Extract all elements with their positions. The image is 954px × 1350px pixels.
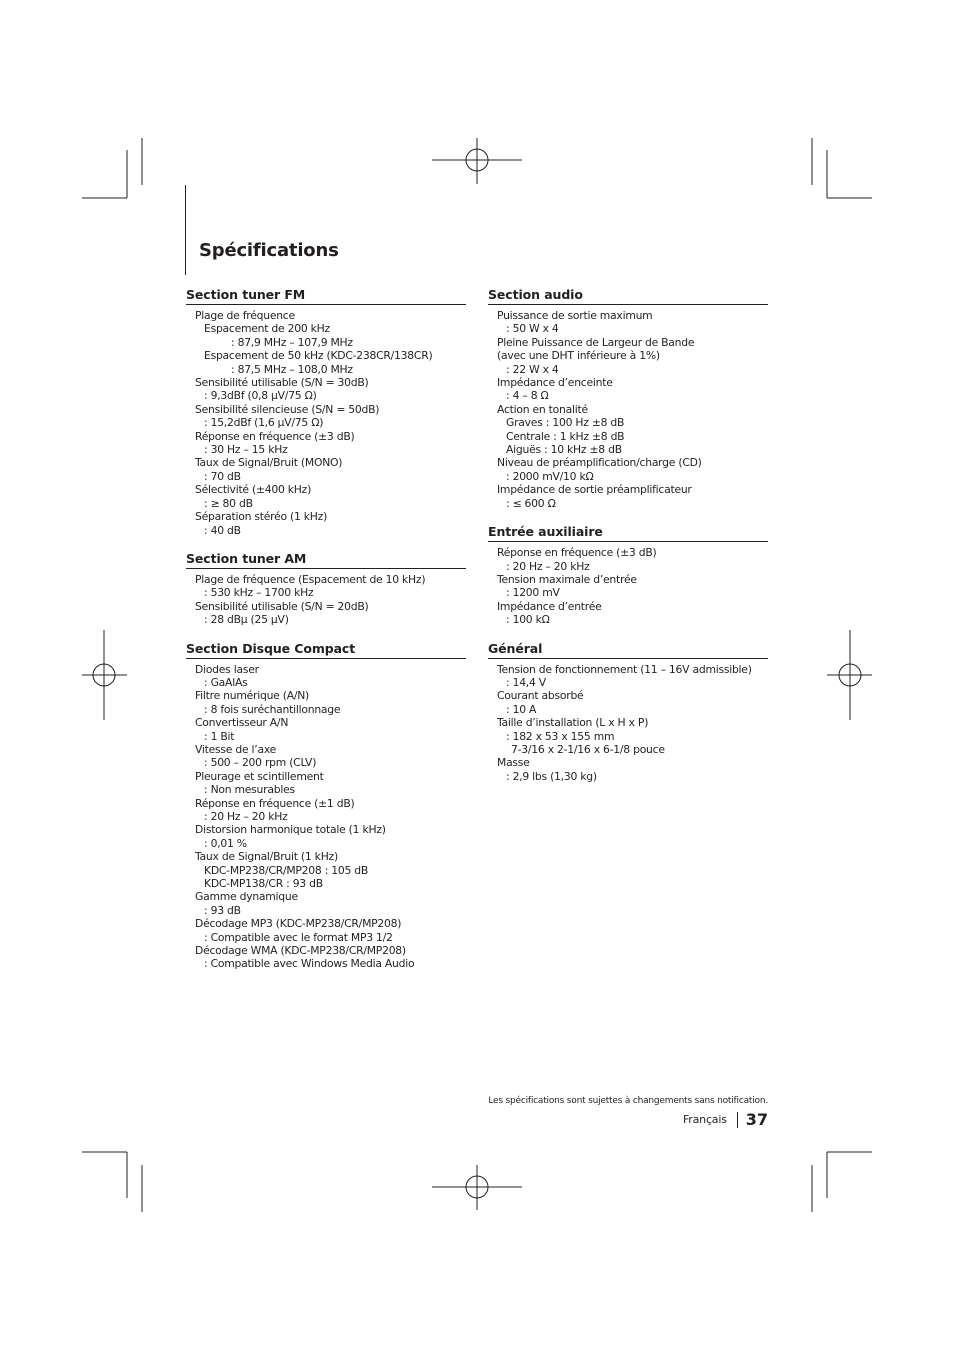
spec-entry bbox=[186, 770, 466, 797]
footnote: Les spécifications sont sujettes à changements sans notification. bbox=[488, 1096, 768, 1106]
spec-label: Convertisseur A/N bbox=[195, 716, 289, 730]
spec-value: Espacement de 200 kHz bbox=[204, 322, 330, 336]
section-title: Section Disque Compact bbox=[186, 642, 466, 659]
spec-entry bbox=[186, 850, 466, 890]
spec-label: Puissance de sortie maximum bbox=[497, 309, 653, 322]
spec-value: : 20 Hz – 20 kHz bbox=[204, 810, 288, 823]
footer-language: Français bbox=[682, 1113, 727, 1126]
spec-entry bbox=[186, 456, 466, 483]
spec-label: Taux de Signal/Bruit (1 kHz) bbox=[195, 850, 338, 864]
spec-label: Pleurage et scintillement bbox=[195, 769, 324, 783]
spec-value: : 30 Hz – 15 kHz bbox=[204, 443, 288, 457]
spec-entry bbox=[186, 510, 466, 537]
page-footer bbox=[683, 1110, 768, 1129]
spec-value: : 28 dBμ (25 μV) bbox=[204, 613, 289, 627]
spec-entry bbox=[186, 309, 466, 376]
spec-value: : 8 fois suréchantillonnage bbox=[204, 702, 341, 716]
spec-value: : 87,9 MHz – 107,9 MHz bbox=[231, 335, 353, 349]
spec-entry bbox=[488, 403, 768, 457]
spec-entry bbox=[488, 483, 768, 510]
spec-entry bbox=[488, 663, 768, 690]
section-title: Général bbox=[488, 642, 768, 659]
spec-label: Réponse en fréquence (±1 dB) bbox=[195, 796, 355, 810]
spec-label: Sensibilité silencieuse (S/N = 50dB) bbox=[195, 402, 380, 416]
spec-entry bbox=[186, 823, 466, 850]
spec-entry bbox=[186, 663, 466, 690]
spec-value: Graves : 100 Hz ±8 dB bbox=[506, 416, 625, 430]
spec-value: Espacement de 50 kHz (KDC-238CR/138CR) bbox=[204, 349, 433, 363]
spec-entry bbox=[186, 944, 466, 971]
spec-label: Diodes laser bbox=[195, 662, 259, 676]
spec-section bbox=[488, 288, 768, 510]
spec-label: Courant absorbé bbox=[497, 689, 584, 703]
spec-entry bbox=[186, 573, 466, 600]
spec-value: : 20 Hz – 20 kHz bbox=[506, 559, 590, 573]
spec-label: Distorsion harmonique totale (1 kHz) bbox=[195, 823, 386, 837]
spec-value: : 22 W x 4 bbox=[506, 362, 559, 376]
spec-section bbox=[488, 525, 768, 626]
spec-value: : 14,4 V bbox=[506, 675, 546, 689]
spec-label: Sensibilité utilisable (S/N = 20dB) bbox=[195, 599, 369, 613]
spec-label: Décodage MP3 (KDC-MP238/CR/MP208) bbox=[195, 917, 402, 931]
spec-value: Aiguës : 10 kHz ±8 dB bbox=[506, 443, 622, 457]
section-title: Section audio bbox=[488, 288, 768, 305]
section-title: Section tuner AM bbox=[186, 552, 466, 569]
spec-entry bbox=[488, 309, 768, 336]
spec-value: : 1200 mV bbox=[506, 586, 560, 600]
spec-value: 7-3/16 x 2-1/16 x 6-1/8 pouce bbox=[511, 742, 665, 756]
spec-section bbox=[186, 552, 466, 627]
spec-label: Filtre numérique (A/N) bbox=[195, 689, 310, 703]
spec-value: : 93 dB bbox=[204, 903, 241, 917]
spec-value: : 530 kHz – 1700 kHz bbox=[204, 586, 314, 600]
spec-value: KDC-MP138/CR : 93 dB bbox=[204, 877, 323, 891]
spec-entry bbox=[488, 600, 768, 627]
spec-label: Masse bbox=[497, 756, 530, 770]
spec-value: : 500 – 200 rpm (CLV) bbox=[204, 756, 317, 770]
spec-entry bbox=[488, 376, 768, 403]
spec-label: Pleine Puissance de Largeur de Bande bbox=[497, 335, 695, 349]
spec-value: Centrale : 1 kHz ±8 dB bbox=[506, 429, 625, 443]
spec-label: Taille d’installation (L x H x P) bbox=[497, 716, 649, 730]
spec-entry bbox=[488, 573, 768, 600]
spec-value: : 10 A bbox=[506, 702, 537, 716]
spec-value: : ≤ 600 Ω bbox=[506, 496, 556, 510]
spec-value: : 1 Bit bbox=[204, 729, 235, 743]
page-title: Spécifications bbox=[199, 240, 339, 261]
spec-entry bbox=[488, 756, 768, 783]
spec-label: Gamme dynamique bbox=[195, 890, 298, 904]
spec-value: : 0,01 % bbox=[204, 836, 247, 850]
spec-label: Réponse en fréquence (±3 dB) bbox=[195, 429, 355, 443]
spec-value: : Non mesurables bbox=[204, 783, 295, 797]
spec-value: : ≥ 80 dB bbox=[204, 496, 253, 510]
spec-label: Taux de Signal/Bruit (MONO) bbox=[195, 456, 343, 470]
spec-section bbox=[186, 288, 466, 537]
section-title: Entrée auxiliaire bbox=[488, 525, 768, 542]
spec-section bbox=[488, 642, 768, 784]
spec-entry bbox=[186, 483, 466, 510]
section-title: Section tuner FM bbox=[186, 288, 466, 305]
spec-value: : GaAlAs bbox=[204, 675, 248, 689]
spec-label: Sensibilité utilisable (S/N = 30dB) bbox=[195, 376, 369, 390]
spec-value: : 70 dB bbox=[204, 469, 241, 483]
spec-entry bbox=[186, 716, 466, 743]
spec-value: : 4 – 8 Ω bbox=[506, 389, 549, 403]
spec-entry bbox=[186, 600, 466, 627]
spec-entry bbox=[186, 689, 466, 716]
spec-label: Décodage WMA (KDC-MP238/CR/MP208) bbox=[195, 944, 406, 958]
spec-entry bbox=[488, 716, 768, 756]
spec-label: Vitesse de l’axe bbox=[195, 742, 277, 756]
spec-value: : 9,3dBf (0,8 μV/75 Ω) bbox=[204, 389, 317, 403]
spec-entry bbox=[186, 376, 466, 403]
spec-label: Action en tonalité bbox=[497, 402, 588, 416]
spec-label: Sélectivité (±400 kHz) bbox=[195, 483, 312, 497]
title-rule bbox=[185, 185, 186, 275]
spec-label: Tension de fonctionnement (11 – 16V admissible) bbox=[497, 662, 752, 676]
spec-value: : 182 x 53 x 155 mm bbox=[506, 729, 615, 743]
spec-value: : 87,5 MHz – 108,0 MHz bbox=[231, 362, 353, 376]
spec-entry bbox=[488, 689, 768, 716]
spec-entry bbox=[186, 890, 466, 917]
spec-section bbox=[186, 642, 466, 971]
spec-label: Plage de fréquence (Espacement de 10 kHz) bbox=[195, 572, 426, 586]
spec-entry bbox=[186, 917, 466, 944]
spec-value: : 100 kΩ bbox=[506, 613, 550, 627]
page-number: 37 bbox=[745, 1110, 768, 1129]
footer-separator bbox=[737, 1112, 738, 1128]
spec-entry bbox=[488, 546, 768, 573]
spec-value: KDC-MP238/CR/MP208 : 105 dB bbox=[204, 863, 369, 877]
spec-value: : 50 W x 4 bbox=[506, 322, 559, 336]
right-column bbox=[488, 288, 768, 798]
spec-label: Impédance d’entrée bbox=[497, 599, 602, 613]
spec-entry bbox=[186, 743, 466, 770]
left-column bbox=[186, 288, 466, 986]
spec-label: Plage de fréquence bbox=[195, 309, 295, 322]
spec-entry bbox=[186, 403, 466, 430]
spec-label: Niveau de préamplification/charge (CD) bbox=[497, 456, 702, 470]
spec-value: : 15,2dBf (1,6 μV/75 Ω) bbox=[204, 416, 324, 430]
spec-value: : Compatible avec Windows Media Audio bbox=[204, 957, 415, 971]
spec-value: : 2000 mV/10 kΩ bbox=[506, 469, 594, 483]
spec-label: Réponse en fréquence (±3 dB) bbox=[497, 546, 657, 560]
spec-label: Tension maximale d’entrée bbox=[497, 572, 637, 586]
spec-entry bbox=[488, 456, 768, 483]
spec-label: Impédance d’enceinte bbox=[497, 376, 613, 390]
spec-value: (avec une DHT inférieure à 1%) bbox=[497, 349, 660, 363]
spec-label: Impédance de sortie préamplificateur bbox=[497, 483, 692, 497]
spec-value: : Compatible avec le format MP3 1/2 bbox=[204, 930, 393, 944]
spec-entry bbox=[186, 430, 466, 457]
spec-value: : 40 dB bbox=[204, 523, 241, 537]
spec-value: : 2,9 lbs (1,30 kg) bbox=[506, 769, 597, 783]
spec-entry bbox=[488, 336, 768, 376]
spec-label: Séparation stéréo (1 kHz) bbox=[195, 510, 328, 524]
spec-entry bbox=[186, 797, 466, 824]
